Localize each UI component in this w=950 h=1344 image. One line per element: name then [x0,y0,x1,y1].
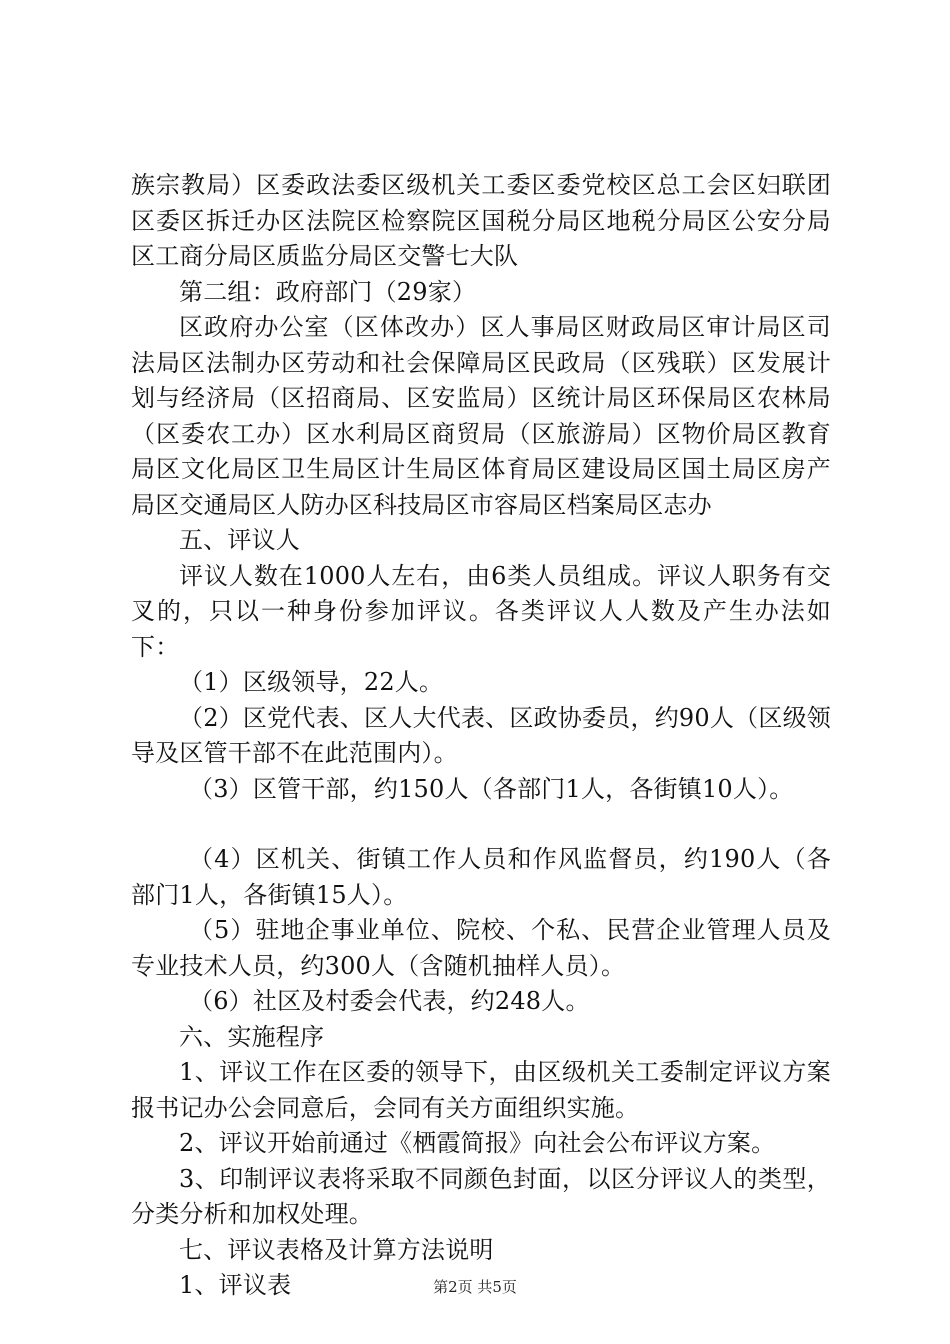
list-item-reviewer-6: （6）社区及村委会代表，约248人。 [189,987,590,1015]
list-item-reviewer-4: （4）区机关、街镇工作人员和作风监督员，约190人（各部门1人，各街镇15人）。 [131,845,831,909]
list-item-reviewer-1: （1）区级领导，22人。 [179,668,444,696]
list-item-reviewer-3: （3）区管干部，约150人（各部门1人，各街镇10人）。 [189,774,794,803]
list-item-reviewer-2: （2）区党代表、区人大代表、区政协委员，约90人（区级领导及区管干部不在此范围内）。 [131,703,831,767]
list-item-procedure-3: 3、印制评议表将采取不同颜色封面，以区分评议人的类型，分类分析和加权处理。 [131,1164,831,1228]
paragraph-reviewer-overview: 评议人数在1000人左右，由6类人员组成。评议人职务有交叉的，只以一种身份参加评议。各类评议人人数及产生办法如下： [131,561,831,661]
paragraph-dept-list-continued: 族宗教局）区委政法委区级机关工委区委党校区总工会区妇联团区委区拆迁办区法院区检察院区国税分局区地税分局区公安分局区工商分局区质监分局区交警七大队 [131,171,831,270]
heading-section-five: 五、评议人 [179,526,300,554]
page-number-footer: 第2页 共5页 [433,1278,517,1296]
list-item-procedure-2: 2、评议开始前通过《栖霞简报》向社会公布评议方案。 [179,1129,776,1157]
heading-review-form: 1、评议表 [179,1271,292,1299]
list-item-reviewer-5: （5）驻地企事业单位、院校、个私、民营企业管理人员及专业技术人员，约300人（含随机抽样人员）。 [131,916,831,980]
document-body [131,168,831,1304]
heading-section-six: 六、实施程序 [179,1022,325,1051]
heading-section-seven: 七、评议表格及计算方法说明 [179,1235,494,1264]
paragraph-government-departments: 区政府办公室（区体改办）区人事局区财政局区审计局区司法局区法制办区劳动和社会保障局区民政局（区残联）区发展计划与经济局（区招商局、区安监局）区统计局区环保局区农林局（区委农工办）区水利局区商贸局（区旅游局）区物价局区教育局区文化局区卫生局区计生局区体育局区建设局区国土局区房产局区交通局区人防办区科技局区市容局区档案局区志办 [131,313,831,519]
list-item-procedure-1: 1、评议工作在区委的领导下，由区级机关工委制定评议方案报书记办公会同意后，会同有关方面组织实施。 [131,1058,831,1122]
heading-group-two: 第二组：政府部门（29家） [179,277,477,306]
